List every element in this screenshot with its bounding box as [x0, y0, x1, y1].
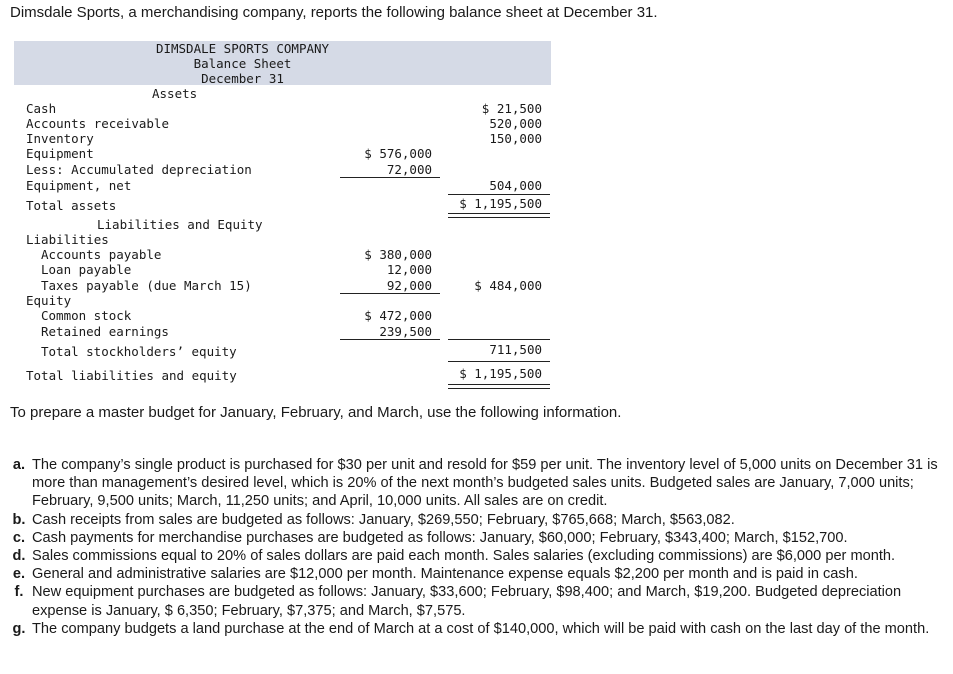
retained-earnings-label: Retained earnings: [41, 324, 169, 339]
common-stock-label: Common stock: [41, 308, 132, 323]
subtotal-rule: [448, 339, 550, 340]
item-letter: b.: [12, 511, 26, 528]
item-letter: f.: [14, 584, 24, 601]
total-stockholders-equity-amount: 711,500: [489, 342, 542, 357]
loan-payable-amount: 12,000: [386, 262, 432, 277]
statement-date: December 31: [201, 71, 284, 86]
item-letter: d.: [12, 548, 26, 565]
equipment-amount: $ 576,000: [364, 146, 432, 161]
total-liabilities-amount: $ 484,000: [474, 278, 542, 293]
list-item: [10, 547, 950, 565]
item-text: General and administrative salaries are $12,000 per month. Maintenance expense equals $2,200 per month and is paid in cash.: [32, 566, 858, 583]
subtotal-rule: [448, 194, 550, 195]
cash-amount: $ 21,500: [481, 101, 542, 116]
taxes-payable-label: Taxes payable (due March 15): [41, 278, 252, 293]
item-letter: g.: [12, 620, 26, 637]
loan-payable-label: Loan payable: [41, 262, 132, 277]
retained-earnings-amount: 239,500: [379, 324, 432, 339]
equipment-net-label: Equipment, net: [26, 178, 132, 193]
subtotal-rule: [340, 339, 440, 340]
item-text: The company budgets a land purchase at the end of March at a cost of $140,000, which will be paid with cash on the last day of the month.: [32, 620, 930, 637]
total-assets-amount: $ 1,195,500: [459, 196, 542, 211]
item-letter: c.: [12, 529, 26, 546]
total-liabilities-equity-amount: $ 1,195,500: [459, 366, 542, 381]
assets-heading: Assets: [152, 86, 198, 101]
double-underline: [448, 213, 550, 218]
common-stock-amount: $ 472,000: [364, 308, 432, 323]
item-letter: e.: [12, 566, 26, 583]
item-text: Sales commissions equal to 20% of sales dollars are paid each month. Sales salaries (excluding commissions) are $6,000 per month.: [32, 548, 896, 565]
inventory-label: Inventory: [26, 131, 94, 146]
subtotal-rule: [448, 361, 550, 362]
accounts-receivable-label: Accounts receivable: [26, 116, 169, 131]
intro-text: Dimsdale Sports, a merchandising company, reports the following balance sheet at December 31.: [10, 4, 658, 21]
total-stockholders-equity-label: Total stockholders’ equity: [41, 344, 237, 359]
item-text: Cash receipts from sales are budgeted as follows: January, $269,550; February, $765,668; March, $563,082.: [32, 511, 735, 528]
list-item: [10, 565, 950, 583]
list-item: [10, 529, 950, 547]
item-text: New equipment purchases are budgeted as follows: January, $33,600; February, $98,400; and March, $19,200. Budgeted depreciation expense is January, $ 6,350; February, $7,375; and March, $7,575.: [32, 584, 902, 619]
company-name: DIMSDALE SPORTS COMPANY: [155, 41, 330, 56]
balance-sheet-header: [14, 41, 551, 85]
budget-info-list: [10, 456, 950, 638]
statement-title: Balance Sheet: [193, 56, 292, 71]
accounts-receivable-amount: 520,000: [489, 116, 542, 131]
equipment-net-amount: 504,000: [489, 178, 542, 193]
cash-label: Cash: [26, 101, 57, 116]
liabilities-heading: Liabilities: [26, 232, 109, 247]
equity-heading: Equity: [26, 293, 72, 308]
item-letter: a.: [12, 457, 26, 473]
liabilities-equity-heading: Liabilities and Equity: [97, 217, 263, 232]
accounts-payable-amount: $ 380,000: [364, 247, 432, 262]
subtotal-rule: [340, 293, 440, 294]
taxes-payable-amount: 92,000: [386, 278, 432, 293]
accumulated-depreciation-amount: 72,000: [386, 162, 432, 177]
item-text: Cash payments for merchandise purchases are budgeted as follows: January, $60,000; February, $343,400; March, $152,700.: [32, 529, 848, 546]
accumulated-depreciation-label: Less: Accumulated depreciation: [26, 162, 252, 177]
item-text: The company’s single product is purchased for $30 per unit and resold for $59 per unit. The inventory level of 5,000 units on December 31 is more than management’s desired level, which is 20% of the next month’s budgeted sales units. Budgeted sales are January, 7,000 units; February, 9,500 units; March, 11,250 units; and April, 10,000 units. All sales are on credit.: [32, 457, 938, 510]
subtotal-rule: [340, 177, 440, 178]
total-liabilities-equity-label: Total liabilities and equity: [26, 368, 237, 383]
inventory-amount: 150,000: [489, 131, 542, 146]
equipment-label: Equipment: [26, 146, 94, 161]
list-item: [10, 620, 950, 638]
list-item: [10, 456, 950, 511]
instructions-paragraph: To prepare a master budget for January, February, and March, use the following information.: [10, 404, 622, 421]
accounts-payable-label: Accounts payable: [41, 247, 162, 262]
list-item: [10, 511, 950, 529]
list-item: [10, 583, 950, 619]
double-underline: [448, 384, 550, 389]
total-assets-label: Total assets: [26, 198, 117, 213]
